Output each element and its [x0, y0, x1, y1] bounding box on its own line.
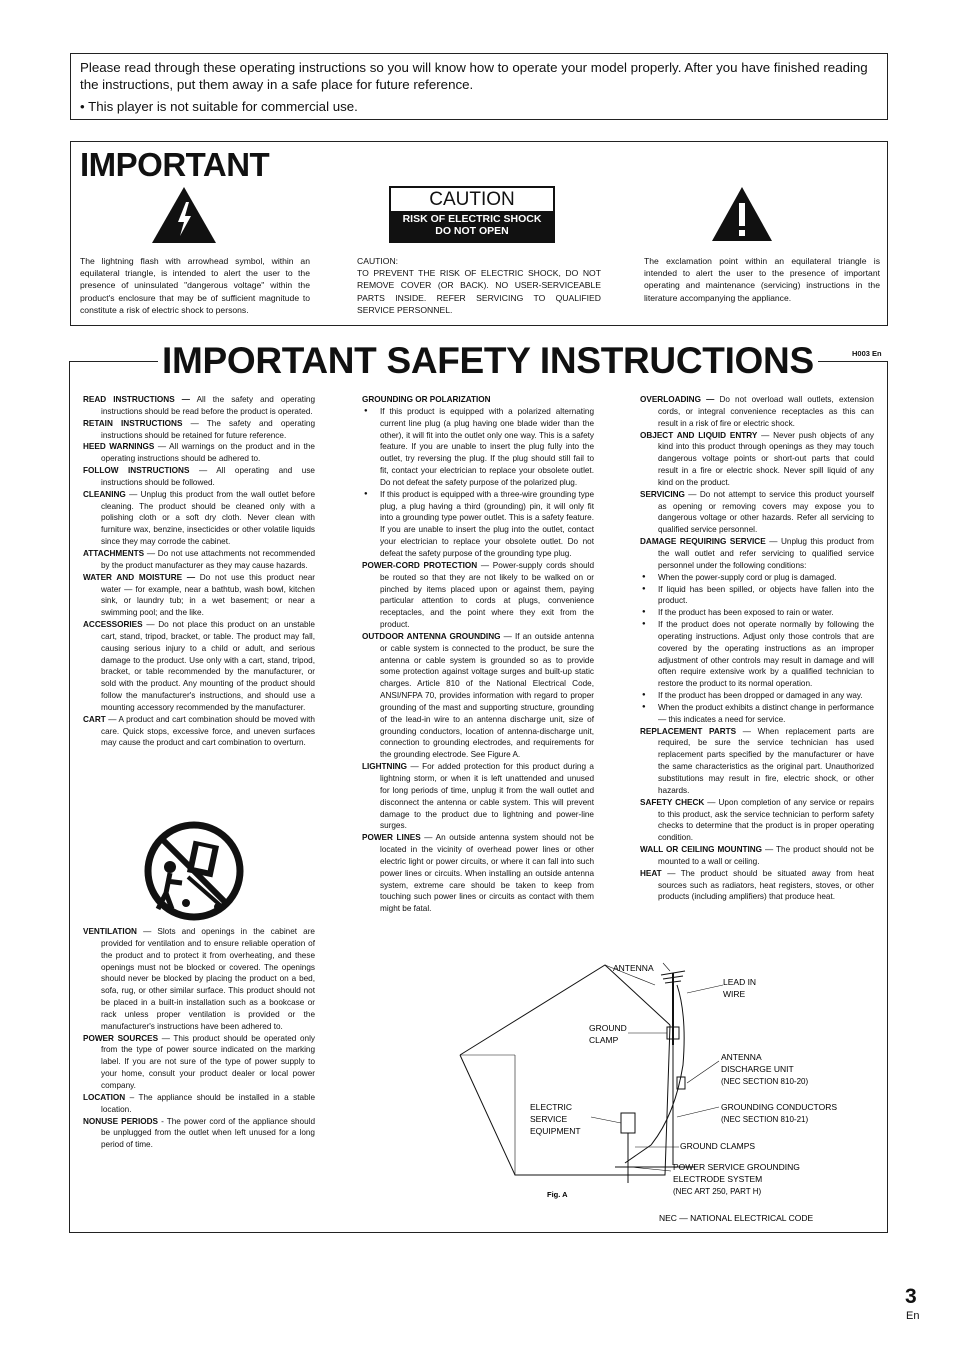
- instruction-item: [83, 465, 315, 489]
- document-code: H003 En: [852, 349, 882, 358]
- instruction-text: – The appliance should be installed in a stable location.: [101, 1092, 315, 1114]
- instruction-item: [83, 572, 315, 619]
- bullet-item: ● If the product has been exposed to rain or water.: [640, 607, 874, 619]
- exclamation-explanation: The exclamation point within an equilateral triangle is intended to alert the user to the presence of important operating and maintenance (servicing) instructions in the literature accompanying the appliance.: [644, 256, 880, 303]
- instruction-item: [83, 1116, 315, 1152]
- antenna-grounding-figure: [455, 945, 885, 1230]
- instruction-item: [362, 832, 594, 915]
- instruction-item: [83, 1092, 315, 1116]
- instruction-text: — Slots and openings in the cabinet are provided for ventilation and to ensure reliable operation of the product and to protect it from overheating, and these openings must not be blocked or covered. The openings should never be blocked by placing the product on a bed, sofa, rug, or other similar surface. This product should not be placed in a built-in installation such as a bookcase or rack unless proper ventilation is provided or the manufacturer's instructions have been adhered to.: [101, 927, 315, 1031]
- instruction-item: [83, 489, 315, 548]
- intro-note: • This player is not suitable for commercial use.: [80, 99, 358, 114]
- instruction-heading: CLEANING: [83, 489, 126, 499]
- instruction-item: [640, 797, 874, 844]
- fig-lead-in-label-2: WIRE: [723, 989, 746, 999]
- instruction-text: All the safety and operating instructions should be read before the product is operated.: [101, 395, 315, 416]
- caution-risk-line1: RISK OF ELECTRIC SHOCK: [402, 213, 542, 225]
- instruction-heading: ATTACHMENTS: [83, 548, 145, 558]
- bullet-item: ● If this product is equipped with a three-wire grounding type plug, a plug having a third (grounding) pin, it will only fit into a grounding type power outlet. This is a safety feature. If you are unable to insert the plug into the outlet, contact your electrician to replace your obsolete outlet. Do not defeat the safety purpose of the grounding type plug.: [362, 489, 594, 560]
- instruction-heading: LIGHTNING: [362, 762, 408, 772]
- instruction-text: - The power cord of the appliance should be unplugged from the outlet when left unused for a long period of time.: [101, 1116, 315, 1150]
- instruction-item: [83, 441, 315, 465]
- instruction-heading: SERVICING: [640, 489, 685, 499]
- instruction-item: [83, 548, 315, 572]
- caution-explanation-label: CAUTION:: [357, 256, 399, 266]
- fig-electric-label-2: SERVICE: [530, 1114, 568, 1124]
- fig-power-label-2: ELECTRODE SYSTEM: [673, 1174, 763, 1184]
- instruction-heading: NONUSE PERIODS: [83, 1116, 158, 1126]
- instruction-text: — An outside antenna system should not be located in the vicinity of overhead power lines or other electric light or power circuits, or where it can fall into such power lines or circuits. When installing an outside antenna system, extreme care should be taken to keep from touching such power lines or circuits as contact with them might be fatal.: [380, 833, 594, 914]
- instruction-heading: HEAT: [640, 868, 662, 878]
- instruction-item: [83, 714, 315, 750]
- instruction-heading: VENTILATION: [83, 927, 137, 936]
- fig-ground-clamp-label-2: CLAMP: [589, 1035, 619, 1045]
- instruction-item: [640, 489, 874, 536]
- instruction-heading: OUTDOOR ANTENNA GROUNDING: [362, 631, 501, 641]
- intro-text: Please read through these operating instructions so you will know how to operate your model properly. After you have finished reading the instructions, put them away in a safe place for future reference.: [80, 60, 868, 92]
- safety-rule-right: [810, 361, 888, 362]
- bullet-item: ● If this product is equipped with a polarized alternating current line plug (a plug having one blade wider than the other), it will fit into the outlet only one way. This is a safety feature. If you are unable to insert the plug fully into the outlet, try reversing the plug. If the plug should still fail to fit, contact your electrician to replace your obsolete outlet. Do not defeat the safety purpose of the polarized plug.: [362, 406, 594, 489]
- instruction-text: — This product should be operated only from the type of power source indicated on the marking label. If you are not sure of the type of power supply to your home, consult your product dealer or local power company.: [101, 1033, 315, 1090]
- instruction-heading: OBJECT AND LIQUID ENTRY: [640, 430, 758, 440]
- instruction-item: [640, 726, 874, 797]
- instruction-text: Do not overload wall outlets, extension cords, or integral convenience receptacles as this can result in a risk of fire or electric shock.: [658, 395, 874, 428]
- lightning-explanation: The lightning flash with arrowhead symbol, within an equilateral triangle, is intended to alert the user to the presence of uninsulated "dangerous voltage" within the product's enclosure that may be of sufficient magnitude to constitute a risk of electric shock to persons.: [80, 256, 310, 315]
- instruction-text: — Power-supply cords should be routed so that they are not likely to be walked on or pinched by items placed upon or against them, paying particular attention to cords at plugs, convenience receptacles, and the point where they exit from the product.: [380, 560, 594, 630]
- fig-discharge-label-2: DISCHARGE UNIT: [721, 1064, 794, 1074]
- safety-column-1-bottom: [83, 926, 315, 1151]
- instruction-heading: ACCESSORIES: [83, 620, 143, 630]
- instruction-item: [83, 1033, 315, 1092]
- fig-nec-note: NEC — NATIONAL ELECTRICAL CODE: [659, 1213, 814, 1223]
- instruction-item: [83, 418, 315, 442]
- instruction-item: [362, 560, 594, 631]
- instruction-heading: SAFETY CHECK: [640, 797, 705, 807]
- fig-conductors-label-2: (NEC SECTION 810-21): [721, 1115, 809, 1124]
- fig-electric-label-3: EQUIPMENT: [530, 1126, 581, 1136]
- caution-explanation-text: TO PREVENT THE RISK OF ELECTRIC SHOCK, DO NOT REMOVE COVER (OR BACK). NO USER-SERVICEABLE PARTS INSIDE. REFER SERVICING TO QUALIFIED SERVICE PERSONNEL.: [357, 268, 601, 315]
- important-title: IMPORTANT: [80, 146, 270, 183]
- caution-explanation: [357, 255, 601, 316]
- instruction-item: [640, 536, 874, 572]
- fig-caption: Fig. A: [547, 1190, 568, 1199]
- instruction-item: [362, 761, 594, 832]
- fig-discharge-label: ANTENNA: [721, 1052, 762, 1062]
- language-code: En: [906, 1310, 920, 1322]
- instruction-text: — Unplug this product from the wall outlet and refer servicing to qualified service personnel under the following conditions:: [658, 537, 874, 570]
- instruction-text: Do not use this product near water — for example, near a bathtub, wash bowl, kitchen sink, or laundry tub; in a wet basement; or near a swimming pool; and the like.: [101, 572, 315, 618]
- bullet-item: ● If the product has been dropped or damaged in any way.: [640, 690, 874, 702]
- instruction-text: — The product should be situated away from heat sources such as radiators, heat registers, stoves, or other products (including amplifiers) that produce heat.: [658, 868, 874, 902]
- fig-ground-clamp-label: GROUND: [589, 1023, 627, 1033]
- fig-electric-label: ELECTRIC: [530, 1102, 573, 1112]
- caution-risk: [391, 211, 553, 241]
- instruction-text: — For added protection for this product during a lightning storm, or when it is left unattended and unused for long periods of time, unplug it from the wall outlet and disconnect the antenna or cable system. This will prevent damage to the product due to lightning and power-line surges.: [380, 762, 594, 831]
- instruction-text: — If an outside antenna or cable system is connected to the product, be sure the antenna or cable system is grounded so as to provide some protection against voltage surges and built-up static charges. Article 810 of the National Electrical Code, ANSI/NFPA 70, provides information with regard to proper grounding of the mast and supporting structure, grounding of the lead-in wire to an antenna discharge unit, size of grounding conductors, location of antenna-discharge unit, connection to grounding electrodes, and requirements for the grounding electrode. See Figure A.: [380, 631, 594, 760]
- instruction-text: — Never push objects of any kind into this product through openings as they may touch dangerous voltage points or short-out parts that could result in a fire or electric shock. Never spill liquid of any kind on the product.: [658, 430, 874, 487]
- caution-risk-line2: DO NOT OPEN: [435, 225, 509, 237]
- bullet-item: ● If the product does not operate normally by following the operating instructions. Adjust only those controls that are covered by the operating instructions as an improper adjustment of other controls may result in damage and will often require extensive work by a qualified technician to restore the product to its normal operation.: [640, 619, 874, 690]
- fig-conductors-label: GROUNDING CONDUCTORS: [721, 1102, 838, 1112]
- grounding-heading: GROUNDING OR POLARIZATION: [362, 395, 491, 404]
- instruction-item: [83, 394, 315, 418]
- instruction-heading: CART: [83, 714, 106, 724]
- instruction-text: — Unplug this product from the wall outlet before cleaning. The product should be cleaned only with a polishing cloth or a soft dry cloth. Never clean with furniture wax, benzine, insecticides or other volatile liquids since they may corrode the cabinet.: [101, 489, 315, 547]
- fig-lead-in-label: LEAD IN: [723, 977, 757, 987]
- instruction-heading: READ INSTRUCTIONS —: [83, 395, 190, 404]
- fig-power-label: POWER SERVICE GROUNDING: [673, 1162, 800, 1172]
- instruction-text: — Do not place this product on an unstable cart, stand, tripod, bracket, or table. The product may fall, causing serious injury to a child or adult, and serious damage to the product. Use only with a cart, stand, tripod, bracket, or table recommended by the manufacturer, or sold with the product. Any mounting of the product should follow the manufacturer's instructions, and should use a mounting accessory recommended by the manufacturer.: [101, 620, 315, 712]
- instruction-heading: DAMAGE REQUIRING SERVICE: [640, 537, 766, 547]
- important-box: [70, 141, 888, 326]
- instruction-text: — The safety and operating instructions should be retained for future reference.: [101, 418, 315, 440]
- bullet-item: ● When the product exhibits a distinct change in performance — this indicates a need for service.: [640, 702, 874, 726]
- instruction-heading: WATER AND MOISTURE —: [83, 572, 196, 582]
- instruction-heading: POWER LINES: [362, 833, 421, 843]
- instruction-text: — Upon completion of any service or repairs to this product, ask the service technician to perform safety checks to determine that the product is in proper operating condition.: [658, 797, 874, 843]
- instruction-heading: RETAIN INSTRUCTIONS: [83, 418, 183, 428]
- instruction-text: — When replacement parts are required, be sure the service technician has used replacement parts specified by the manufacturer or have the same characteristics as the original part. Unauthorized substitutions may result in fire, electric shock, or other hazards.: [658, 726, 874, 795]
- instruction-text: — A product and cart combination should be moved with care. Quick stops, excessive force, and uneven surfaces may cause the product and cart combination to overturn.: [101, 714, 315, 748]
- instruction-text: — Do not use attachments not recommended by the product manufacturer as they may cause hazards.: [101, 548, 315, 570]
- fig-ground-clamps-label: GROUND CLAMPS: [680, 1141, 756, 1151]
- safety-column-2: [362, 394, 594, 915]
- instruction-item: [640, 394, 874, 430]
- intro-box: [70, 53, 888, 120]
- caution-word: CAUTION: [429, 189, 515, 210]
- instruction-item: [640, 844, 874, 868]
- instruction-item: [362, 631, 594, 761]
- safety-rule-left: [69, 361, 165, 362]
- instruction-item: [83, 926, 315, 1033]
- bullet-item: ● When the power-supply cord or plug is damaged.: [640, 572, 874, 584]
- instruction-heading: REPLACEMENT PARTS: [640, 726, 737, 736]
- fig-discharge-label-3: (NEC SECTION 810-20): [721, 1077, 809, 1086]
- bullet-item: ● If liquid has been spilled, or objects have fallen into the product.: [640, 584, 874, 608]
- instruction-heading: OVERLOADING —: [640, 395, 715, 404]
- instruction-heading: HEED WARNINGS: [83, 442, 155, 452]
- caution-label: [389, 186, 555, 243]
- instruction-heading: WALL OR CEILING MOUNTING: [640, 845, 763, 855]
- fig-antenna-label: ANTENNA: [613, 963, 654, 973]
- instruction-text: — The product should not be mounted to a wall or ceiling.: [658, 845, 874, 866]
- instruction-heading: LOCATION: [83, 1092, 126, 1102]
- lightning-warning-icon: [151, 186, 217, 244]
- fig-power-label-3: (NEC ART 250, PART H): [673, 1187, 762, 1196]
- cart-tipover-warning-icon: [144, 821, 244, 921]
- instruction-heading: POWER SOURCES: [83, 1033, 159, 1043]
- instruction-text: — All warnings on the product and in the operating instructions should be adhered to.: [101, 442, 315, 464]
- safety-column-3: [640, 394, 874, 903]
- page-number: 3: [905, 1285, 917, 1308]
- instruction-item: [83, 619, 315, 714]
- instruction-heading: FOLLOW INSTRUCTIONS: [83, 466, 190, 476]
- exclamation-warning-icon: [711, 186, 773, 242]
- instruction-item: [640, 868, 874, 904]
- safety-column-1: [83, 394, 315, 749]
- instruction-heading: POWER-CORD PROTECTION: [362, 560, 478, 570]
- safety-title: IMPORTANT SAFETY INSTRUCTIONS: [158, 340, 818, 382]
- instruction-text: — All operating and use instructions should be followed.: [101, 466, 315, 487]
- instruction-text: — Do not attempt to service this product yourself as opening or removing covers may expose you to dangerous voltage or other hazards. Refer all servicing to qualified service personnel.: [658, 489, 874, 535]
- instruction-item: [640, 430, 874, 489]
